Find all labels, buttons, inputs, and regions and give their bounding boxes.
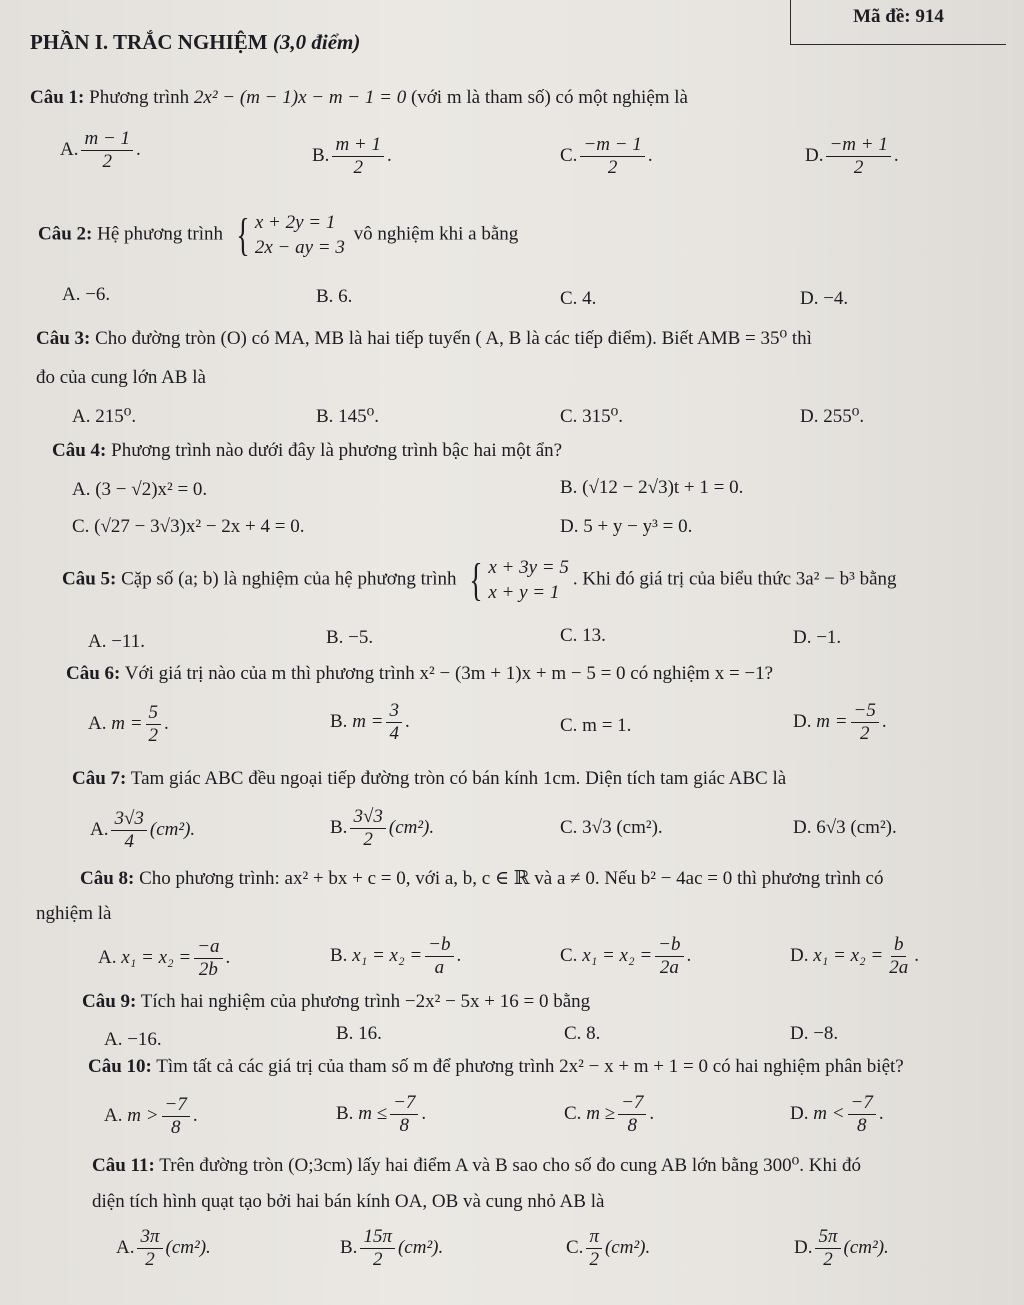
q2-option-d[interactable]: D. −4. [800,288,849,309]
q4-option-a[interactable]: A. (3 − √2)x² = 0. [72,479,208,500]
exam-code: Mã đề: 914 [853,6,944,27]
q10-option-b[interactable]: B. m ≤ $\frac{-7}{8}$ . [336,1092,427,1136]
section-title: PHẦN I. TRẮC NGHIỆM (3,0 điểm) [30,30,361,54]
question-10: Câu 10: Tìm tất cả các giá trị của tham số m để phương trình 2x² − x + m + 1 = 0 có hai nghiệm phân biệt? [88,1056,904,1077]
q10-option-a[interactable]: A. m > $\frac{-7}{8}$ . [104,1094,198,1138]
q2-option-a[interactable]: A. −6. [62,284,111,305]
q11-option-a[interactable]: A. $\frac{3\pi}{2}$ (cm²). [116,1226,211,1270]
q11-option-b[interactable]: B. $\frac{15\pi}{2}$ (cm²). [340,1226,444,1270]
q3-option-b[interactable]: B. 145⁰. [316,406,380,427]
q10-option-d[interactable]: D. m < $\frac{-7}{8}$ . [790,1092,884,1136]
question-8-cont: nghiệm là [36,903,112,924]
q3-option-c[interactable]: C. 315⁰. [560,406,624,427]
q5-system: { x + 3y = 5 x + y = 1 [469,554,569,605]
q9-option-b[interactable]: B. 16. [336,1023,382,1044]
q7-option-b[interactable]: B. $\frac{3√3}{2}$ (cm²). [330,806,435,850]
q3-option-a[interactable]: A. 215⁰. [72,406,137,427]
question-11-cont: diện tích hình quạt tạo bởi hai bán kính OA, OB và cung nhỏ AB là [92,1191,605,1212]
q6-option-b[interactable]: B. m = $\frac{3}{4}$ . [330,700,410,744]
q8-option-d[interactable]: D. x₁ = x₂ = $\frac{b}{2a}$ . [790,934,919,978]
question-3-cont: đo của cung lớn AB là [36,367,206,388]
q8-option-a[interactable]: A. x₁ = x₂ = $\frac{-a}{2b}$ . [98,936,231,980]
question-8: Câu 8: Cho phương trình: ax² + bx + c = 0, với a, b, c ∈ ℝ và a ≠ 0. Nếu b² − 4ac = 0 thì phương trình có [80,868,884,889]
q5-option-d[interactable]: D. −1. [793,627,842,648]
q5-option-b[interactable]: B. −5. [326,627,374,648]
question-2: Câu 2: Hệ phương trình { x + 2y = 1 2x − ay = 3 vô nghiệm khi a bằng [38,209,519,260]
q1-option-d[interactable]: D. $\frac{-m + 1}{2}$ . [805,134,899,178]
q6-option-a[interactable]: A. m = $\frac{5}{2}$ . [88,702,169,746]
q6-option-c[interactable]: C. m = 1. [560,715,632,736]
q11-option-d[interactable]: D. $\frac{5\pi}{2}$ (cm²). [794,1226,889,1270]
q4-option-d[interactable]: D. 5 + y − y³ = 0. [560,516,693,537]
q7-option-d[interactable]: D. 6√3 (cm²). [793,817,897,838]
q9-option-d[interactable]: D. −8. [790,1023,839,1044]
q7-option-c[interactable]: C. 3√3 (cm²). [560,817,663,838]
q2-option-b[interactable]: B. 6. [316,286,353,307]
question-6: Câu 6: Với giá trị nào của m thì phương trình x² − (3m + 1)x + m − 5 = 0 có nghiệm x = −1? [66,663,774,684]
q1-option-c[interactable]: C. $\frac{-m - 1}{2}$ . [560,134,653,178]
q1-equation: 2x² − (m − 1)x − m − 1 = 0 [193,87,407,108]
q5-option-c[interactable]: C. 13. [560,625,606,646]
q9-option-c[interactable]: C. 8. [564,1023,601,1044]
q4-option-c[interactable]: C. (√27 − 3√3)x² − 2x + 4 = 0. [72,516,305,537]
q4-option-b[interactable]: B. (√12 − 2√3)t + 1 = 0. [560,477,744,498]
question-7: Câu 7: Tam giác ABC đều ngoại tiếp đường tròn có bán kính 1cm. Diện tích tam giác ABC là [72,768,787,789]
q1-option-b[interactable]: B. $\frac{m + 1}{2}$ . [312,134,392,178]
exam-code-box [790,0,1006,45]
q7-option-a[interactable]: A. $\frac{3√3}{4}$ (cm²). [90,808,196,852]
q6-option-d[interactable]: D. m = $\frac{-5}{2}$ . [793,700,887,744]
q10-option-c[interactable]: C. m ≥ $\frac{-7}{8}$ . [564,1092,655,1136]
q11-option-c[interactable]: C. $\frac{\pi}{2}$ (cm²). [566,1226,651,1270]
question-1: Câu 1: Phương trình 2x² − (m − 1)x − m − 1 = 0 (với m là tham số) có một nghiệm là [30,87,688,108]
q8-option-b[interactable]: B. x₁ = x₂ = $\frac{-b}{a}$ . [330,934,462,978]
question-3: Câu 3: Cho đường tròn (O) có MA, MB là hai tiếp tuyến ( A, B là các tiếp điểm). Biết AMB = 35⁰ thì [36,328,812,349]
q9-option-a[interactable]: A. −16. [104,1029,162,1050]
q2-system: { x + 2y = 1 2x − ay = 3 [236,209,345,260]
q5-option-a[interactable]: A. −11. [88,631,145,652]
q1-option-a[interactable]: A. $\frac{m - 1}{2}$ . [60,128,141,172]
question-11: Câu 11: Trên đường tròn (O;3cm) lấy hai điểm A và B sao cho số đo cung AB lớn bằng 300⁰. Khi đó [92,1155,861,1176]
question-9: Câu 9: Tích hai nghiệm của phương trình −2x² − 5x + 16 = 0 bằng [82,991,591,1012]
q3-option-d[interactable]: D. 255⁰. [800,406,865,427]
question-5: Câu 5: Cặp số (a; b) là nghiệm của hệ phương trình { x + 3y = 5 x + y = 1 . Khi đó giá trị của biểu thức 3a² − b³ bằng [62,554,897,605]
q8-option-c[interactable]: C. x₁ = x₂ = $\frac{-b}{2a}$ . [560,934,692,978]
question-4: Câu 4: Phương trình nào dưới đây là phương trình bậc hai một ẩn? [52,440,563,461]
q2-option-c[interactable]: C. 4. [560,288,597,309]
